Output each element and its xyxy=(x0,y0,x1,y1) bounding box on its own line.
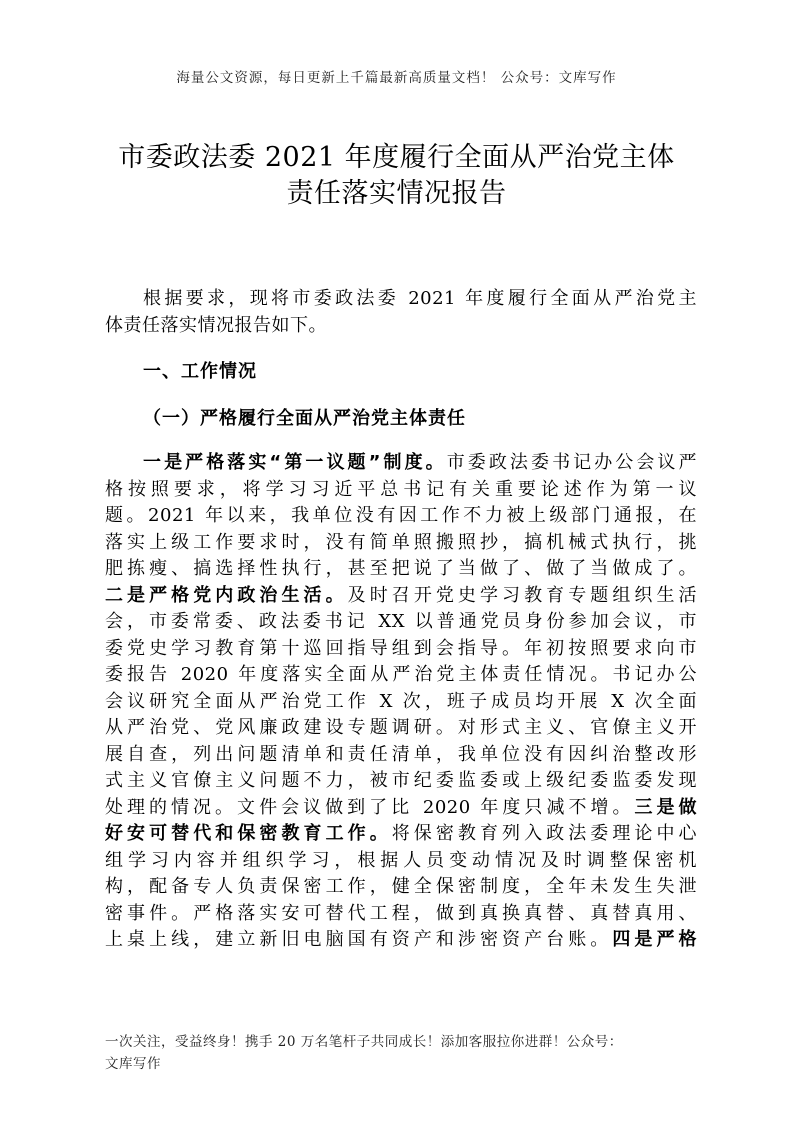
footer-line-2: 文库写作 xyxy=(105,1056,161,1072)
paragraph-line: 构，配备专人负责保密工作，健全保密制度，全年未发生失泄 xyxy=(105,876,697,897)
line-text: 处理的情况。文件会议做到了比 2020 年度只减不增。 xyxy=(105,796,635,818)
paragraph-line xyxy=(105,927,697,954)
intro-paragraph xyxy=(105,286,697,339)
paragraph-line: 式主义官僚主义问题不力，被市纪委监委或上级纪委监委发现 xyxy=(105,770,697,791)
paragraph-line xyxy=(105,450,697,477)
title-line-1: 市委政法委 2021 年度履行全面从严治党主体 xyxy=(118,142,675,173)
paragraph-line: 落实上级工作要求时，没有简单照搬照抄，搞机械式执行，挑 xyxy=(105,531,697,553)
document-title xyxy=(60,140,733,212)
paragraph-line: 委报告 2020 年度落实全面从严治党主体责任情况。书记办公 xyxy=(105,664,697,685)
title-line-2: 责任落实情况报告 xyxy=(286,178,507,209)
point-three-lead-cont: 好安可替代和保密教育工作。 xyxy=(105,823,392,844)
paragraph-line xyxy=(105,821,697,848)
point-four-lead: 四是严格 xyxy=(612,929,698,950)
footer-note xyxy=(105,1031,705,1075)
footer-line-1: 一次关注，受益终身！携手 20 万名笔杆子共同成长！添加客服拉你进群！公众号： xyxy=(105,1034,623,1050)
point-three-lead: 三是做 xyxy=(634,796,698,818)
paragraph-line: 委党史学习教育第十巡回指导组到会指导。年初按照要求向市 xyxy=(105,637,697,659)
subsection-heading: （一）严格履行全面从严治党主体责任 xyxy=(143,408,466,429)
point-two-lead: 二是严格党内政治生活。 xyxy=(105,584,348,606)
intro-line: 根据要求，现将市委政法委 2021 年度履行全面从严治党主 xyxy=(143,288,697,309)
paragraph-line: 密事件。严格落实安可替代工程，做到真换真替、真替真用、 xyxy=(105,902,697,924)
line-text: 将保密教育列入政法委理论中心 xyxy=(391,823,697,844)
paragraph-line: 展自查，列出问题清单和责任清单，我单位没有因纠治整改形 xyxy=(105,743,697,765)
line-text: 及时召开党史学习教育专题组织生活 xyxy=(347,584,698,606)
paragraph-line: 从严治党、党风廉政建设专题调研。对形式主义、官僚主义开 xyxy=(105,717,697,738)
point-one-lead: 一是严格落实“第一议题”制度。 xyxy=(143,452,447,473)
intro-line: 体责任落实情况报告如下。 xyxy=(105,314,327,336)
paragraph-line xyxy=(105,795,697,822)
paragraph-line: 格按照要求，将学习习近平总书记有关重要论述作为第一议 xyxy=(105,478,697,500)
section-heading: 一、工作情况 xyxy=(143,361,257,382)
header-note: 海量公文资源，每日更新上千篇最新高质量文档！ 公众号：文库写作 xyxy=(176,70,617,86)
paragraph-line: 会议研究全面从严治党工作 X 次，班子成员均开展 X 次全面 xyxy=(105,690,697,712)
body-paragraph xyxy=(105,450,697,954)
paragraph-line xyxy=(105,583,697,610)
paragraph-line: 题。2021 年以来，我单位没有因工作不力被上级部门通报，在 xyxy=(105,505,697,526)
paragraph-line: 会，市委常委、政法委书记 XX 以普通党员身份参加会议，市 xyxy=(105,611,697,632)
line-text: 上桌上线，建立新旧电脑国有资产和涉密资产台账。 xyxy=(105,929,613,950)
paragraph-line: 组学习内容并组织学习，根据人员变动情况及时调整保密机 xyxy=(105,849,697,871)
paragraph-line: 肥拣瘦、搞选择性执行，甚至把说了当做了、做了当做成了。 xyxy=(105,558,697,579)
line-text: 市委政法委书记办公会议严 xyxy=(446,452,697,473)
